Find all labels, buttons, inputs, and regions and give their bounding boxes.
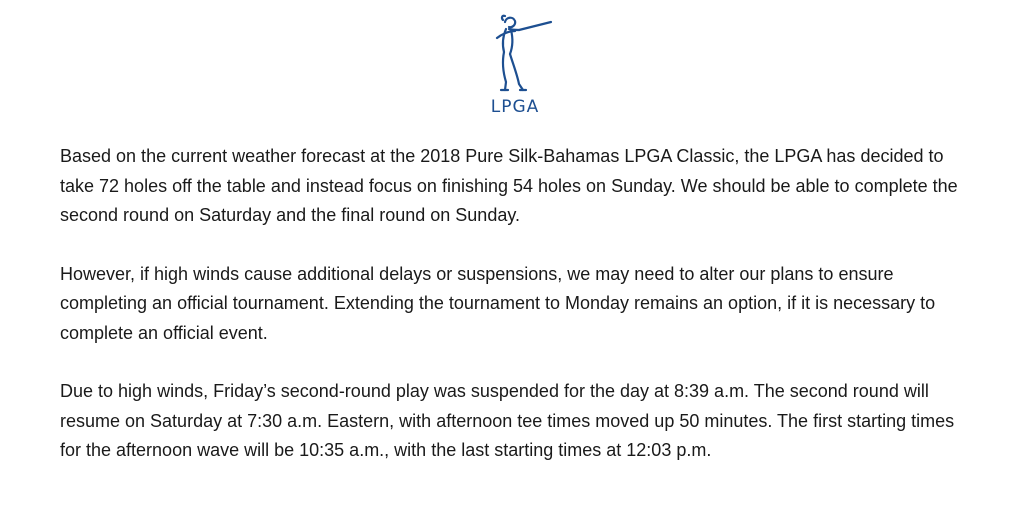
paragraph-schedule: Due to high winds, Friday’s second-round play was suspended for the day at 8:39 a.m. The second round will resume on Saturday at 7:30 a.m. Eastern, with afternoon tee times moved up 50 minutes. The first starting times for the afternoon wave will be 10:35 a.m., with the last starting times at 12:03 p.m. [60,381,955,460]
logo-text: LPGA [490,97,540,117]
golfer-swing-icon [475,12,555,94]
paragraph-contingency: However, if high winds cause additional delays or suspensions, we may need to alter our plans to ensure completing an official tournament. Extending the tournament to Monday remains an option, if it is necessary to complete an official event. [60,263,936,343]
statement-body [60,142,980,495]
lpga-logo [470,12,560,122]
paragraph-forecast: Based on the current weather forecast at the 2018 Pure Silk-Bahamas LPGA Classic, the LPGA has decided to take 72 holes off the table and instead focus on finishing 54 holes on Sunday. We should be able to complete the second round on Saturday and the final round on Sunday. [60,146,958,225]
